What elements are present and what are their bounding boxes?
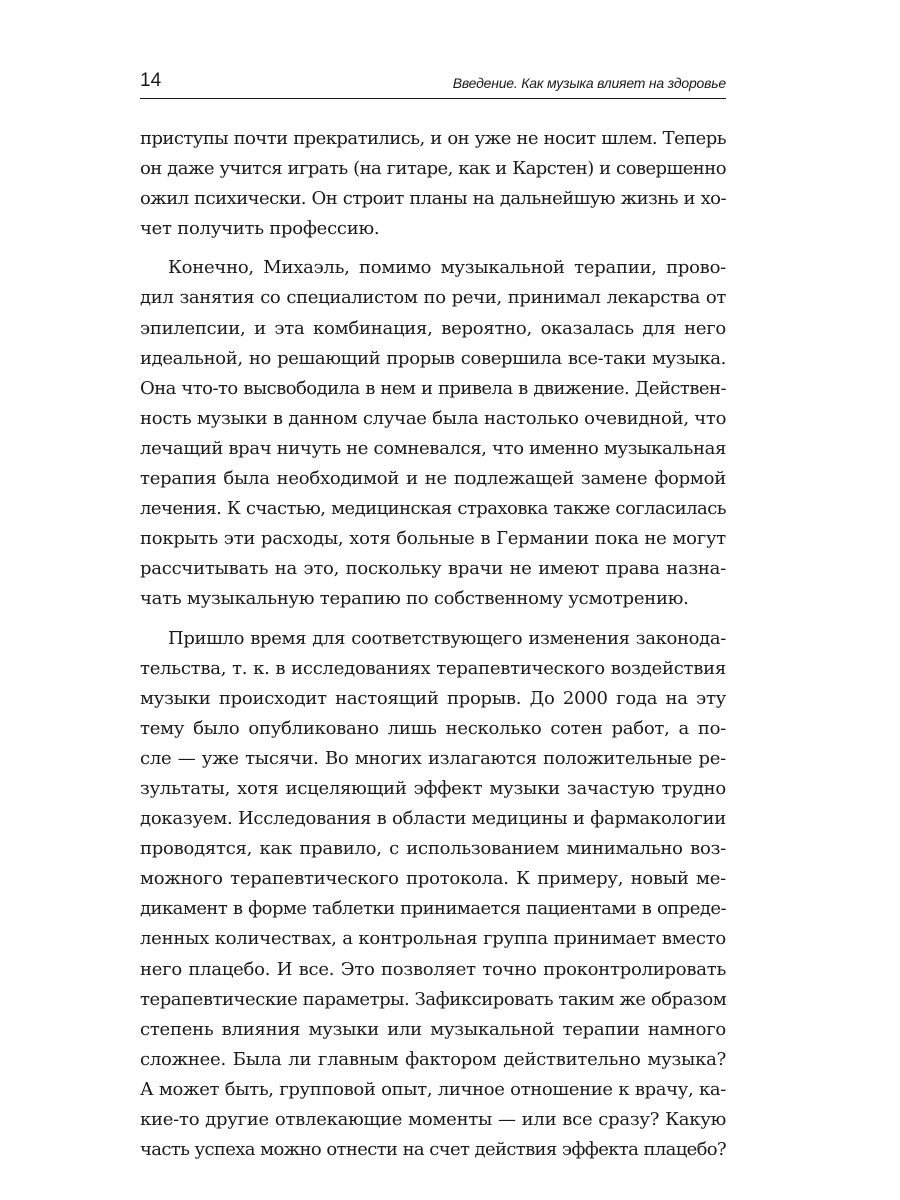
text-line: кие-то другие отвлекающие моменты — или все сразу? Какую — [140, 1109, 726, 1130]
text-line: проводятся, как правило, с использованием минимально воз- — [140, 838, 726, 860]
running-header — [140, 66, 726, 99]
paragraph — [140, 624, 726, 1166]
text-line: покрыть эти расходы, хотя больные в Германии пока не могут — [140, 528, 726, 550]
text-line: ожил психически. Он строит планы на дальнейшую жизнь и хо- — [140, 188, 726, 210]
paragraph — [140, 253, 726, 614]
text-line: Она что-то высвободила в нем и привела в движение. Действен- — [140, 377, 726, 399]
text-line: лечения. К счастью, медицинская страховка также согласилась — [140, 498, 726, 520]
text-line: сложнее. Была ли главным фактором действительно музыка? — [140, 1048, 726, 1070]
text-line: доказуем. Исследования в области медицины и фармакологии — [140, 808, 726, 830]
chapter-title: Введение. Как музыка влияет на здоровье — [452, 75, 726, 91]
text-line: Пришло время для соответствующего изменения законода- — [168, 627, 726, 649]
text-line: лечащий врач ничуть не сомневался, что именно музыкальная — [140, 437, 726, 459]
paragraph — [140, 124, 726, 244]
text-line: зультаты, хотя исцеляющий эффект музыки зачастую трудно — [140, 777, 726, 799]
text-line: эпилепсии, и эта комбинация, вероятно, оказалась для него — [140, 317, 726, 339]
text-line: часть успеха можно отнести на счет действия эффекта плацебо? — [140, 1139, 726, 1161]
text-line: него плацебо. И все. Это позволяет точно проконтролировать — [140, 958, 726, 980]
text-line: он даже учится играть (на гитаре, как и Карстен) и совершенно — [140, 158, 726, 180]
text-line: Конечно, Михаэль, помимо музыкальной терапии, прово- — [168, 257, 726, 279]
text-line: терапевтические параметры. Зафиксировать таким же образом — [140, 988, 727, 1010]
paragraph-gap — [140, 615, 726, 624]
text-line: А может быть, групповой опыт, личное отношение к врачу, ка- — [140, 1078, 726, 1100]
text-line: степень влияния музыки или музыкальной терапии намного — [140, 1018, 726, 1040]
text-line: музыки происходит настоящий прорыв. До 2000 года на эту — [140, 687, 726, 709]
text-line: терапия была необходимой и не подлежащей замене формой — [140, 468, 726, 490]
text-line: ность музыки в данном случае была настолько очевидной, что — [140, 407, 727, 429]
body-text — [140, 124, 726, 1165]
text-line: чет получить профессию. — [140, 218, 380, 240]
text-line: ленных количествах, а контрольная группа принимает вместо — [140, 928, 726, 950]
text-line: рассчитывать на это, поскольку врачи не имеют права назна- — [140, 558, 726, 580]
text-line: дикамент в форме таблетки принимается пациентами в опреде- — [140, 898, 726, 920]
text-line: чать музыкальную терапию по собственному усмотрению. — [140, 588, 689, 610]
text-line: тельства, т. к. в исследованиях терапевтического воздействия — [140, 657, 726, 679]
text-line: приступы почти прекратились, и он уже не носит шлем. Теперь — [140, 128, 726, 149]
paragraph-gap — [140, 244, 726, 253]
page-number: 14 — [140, 70, 162, 91]
text-line: сле — уже тысячи. Во многих излагаются положительные ре- — [140, 747, 726, 769]
text-line: можного терапевтического протокола. К примеру, новый ме- — [140, 868, 726, 890]
text-line: идеальной, но решающий прорыв совершила все-таки музыка. — [140, 347, 726, 369]
text-line: дил занятия со специалистом по речи, принимал лекарства от — [140, 287, 726, 309]
text-line: тему было опубликовано лишь несколько сотен работ, а по- — [140, 717, 726, 739]
